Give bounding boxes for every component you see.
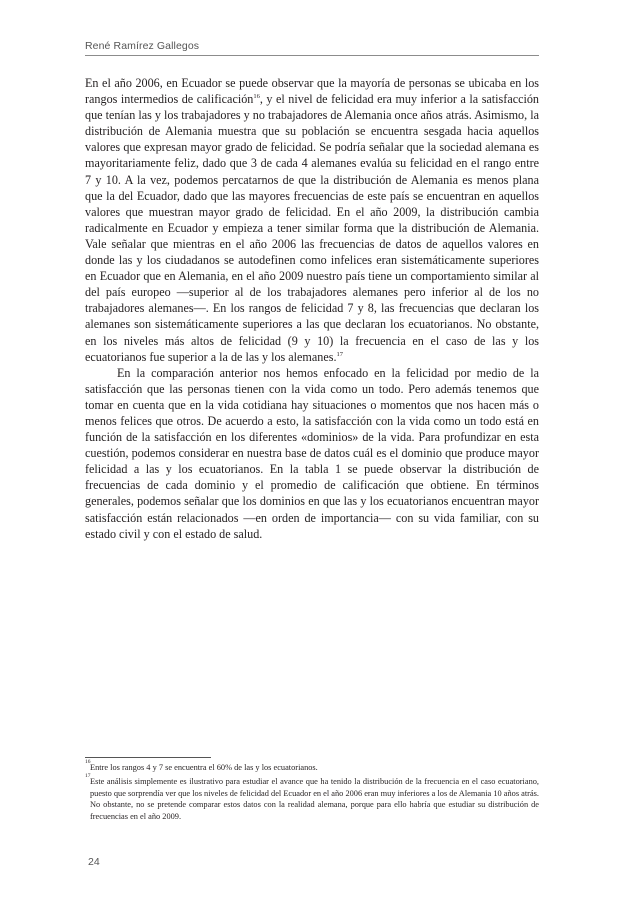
page-number: 24 <box>88 856 100 868</box>
paragraph-1 <box>85 75 539 365</box>
header-rule <box>85 55 539 56</box>
paragraph-1-text-b: , y el nivel de felicidad era muy inferior a la satisfacción que tenían las y los trabajadores y no trabajadores de Alemania once años atrás. Asimismo, la distribución de Alemania muestra que su población se encuentra sesgada hacia aquellos valores que expresan mayor grado de felicidad. Se podría señalar que la sociedad alemana es mayoritariamente feliz, dado que 3 de cada 4 alemanes evalúa su felicidad en el rango entre 7 y 10. A la vez, podemos percatarnos de que la distribución de Alemania es menos plana que la del Ecuador, dado que las mayores frecuencias de este país se encuentran en aquellos valores que muestran mayor grado de felicidad. En el año 2009, la distribución cambia radicalmente en Ecuador y empieza a tener similar forma que la distribución de Alemania. Vale señalar que mientras en el año 2006 las frecuencias de datos de aquellos valores en donde las y los ciudadanos se autodefinen como infelices eran sistemáticamente superiores en Ecuador que en Alemania, en el año 2009 nuestro país tiene un comportamiento similar al del país europeo —superior al de los trabajadores alemanes pero inferior al de los no trabajadores alemanes—. En los rangos de felicidad 7 y 8, las frecuencias que declaran los alemanes son sistemáticamente superiores a las que declaran los ecuatorianos. No obstante, en los niveles más altos de felicidad (9 y 10) la frecuencia en el caso de las y los ecuatorianos fue superior a la de las y los alemanes. <box>85 92 539 364</box>
footnote-rule <box>85 757 211 758</box>
running-header: René Ramírez Gallegos <box>85 40 200 52</box>
footnote-mark: 16 <box>85 759 91 765</box>
footnote-ref-16[interactable]: 16 <box>253 93 260 101</box>
footnote-ref-17[interactable]: 17 <box>336 350 343 358</box>
paragraph-2: En la comparación anterior nos hemos enfocado en la felicidad por medio de la satisfacción que las personas tienen con la vida como un todo. Pero además tenemos que tomar en cuenta que en la vida cotidiana hay situaciones o momentos que nos hacen más o menos felices que otros. De acuerdo a esto, la satisfacción con la vida como un todo está en función de la satisfacción en los diferentes «dominios» de la vida. Para profundizar en esta cuestión, podemos considerar en nuestra base de datos cuál es el dominio que produce mayor felicidad a las y los ecuatorianos. En la tabla 1 se puede observar la distribución de frecuencias de cada dominio y el promedio de calificación que obtiene. En términos generales, podemos señalar que los dominios en que las y los ecuatorianos encuentran mayor satisfacción están relacionados —en orden de importancia— con su vida familiar, con su estado civil y con el estado de salud. <box>85 365 539 541</box>
body-text <box>85 75 539 542</box>
footnote-text: Este análisis simplemente es ilustrativo para estudiar el avance que ha tenido la distribución de la frecuencia en el caso ecuatoriano, puesto que sorprendía ver que los niveles de felicidad del Ecuador en el año 2006 eran muy inferiores a los de Alemania 10 años atrás. No obstante, no se pretende comparar estos datos con la realidad alemana, porque para ello habría que estudiar su distribución de frecuencias en el año 2009. <box>90 776 539 822</box>
footnote-mark: 17 <box>85 772 91 779</box>
footnote-16 <box>85 759 539 774</box>
footnote-17 <box>85 772 539 823</box>
paragraph-1-text-a: En el año 2006, en Ecuador se puede observar que la mayoría de personas se ubicaba en los rangos intermedios de calificación <box>85 76 539 107</box>
footnotes <box>85 759 539 825</box>
footnote-text: Entre los rangos 4 y 7 se encuentra el 60% de las y los ecuatorianos. <box>90 763 318 772</box>
